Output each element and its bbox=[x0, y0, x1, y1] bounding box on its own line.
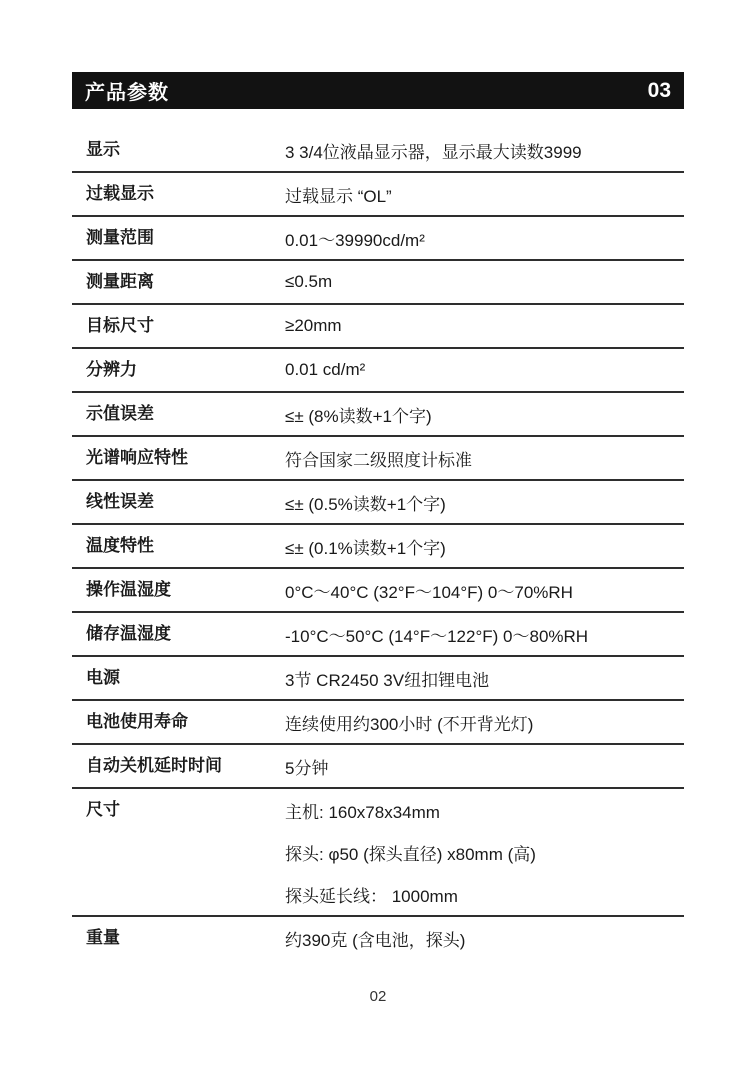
table-row bbox=[72, 525, 684, 569]
section-header-bar bbox=[72, 72, 684, 109]
spec-label: 储存温湿度 bbox=[86, 624, 171, 643]
spec-value-line: 符合国家二级照度计标准 bbox=[285, 450, 472, 470]
spec-label: 温度特性 bbox=[86, 536, 154, 555]
table-row bbox=[72, 173, 684, 217]
spec-value-line: ≤± (0.1%读数+1个字) bbox=[285, 538, 446, 558]
table-row bbox=[72, 613, 684, 657]
table-row bbox=[72, 569, 684, 613]
spec-value-line: ≤± (0.5%读数+1个字) bbox=[285, 494, 446, 514]
spec-value-line: ≤0.5m bbox=[285, 272, 333, 291]
spec-label: 显示 bbox=[86, 140, 120, 159]
spec-value-line: 过载显示 “OL” bbox=[285, 186, 392, 206]
spec-value-line: ≥20mm bbox=[285, 316, 342, 335]
table-row bbox=[72, 305, 684, 349]
spec-table bbox=[72, 129, 684, 959]
table-row bbox=[72, 261, 684, 305]
spec-value-line: 3节 CR2450 3V纽扣锂电池 bbox=[285, 670, 490, 690]
table-row bbox=[72, 349, 684, 393]
spec-value bbox=[285, 393, 684, 435]
spec-value-line: ≤± (8%读数+1个字) bbox=[285, 406, 432, 426]
table-row bbox=[72, 437, 684, 481]
table-row bbox=[72, 129, 684, 173]
spec-value-line: 0°C～40°C (32°F～104°F) 0～70%RH bbox=[285, 582, 573, 602]
section-page-badge: 03 bbox=[647, 78, 671, 102]
page-number: 02 bbox=[369, 988, 387, 1005]
spec-label: 重量 bbox=[86, 928, 120, 947]
spec-label: 尺寸 bbox=[86, 800, 120, 819]
spec-label: 测量范围 bbox=[86, 228, 154, 247]
spec-value bbox=[285, 745, 684, 787]
spec-value bbox=[285, 613, 684, 655]
spec-label: 线性误差 bbox=[86, 492, 154, 511]
spec-value bbox=[285, 657, 684, 699]
spec-label: 示值误差 bbox=[86, 404, 154, 423]
spec-value bbox=[285, 917, 684, 959]
spec-value bbox=[285, 349, 684, 391]
table-row bbox=[72, 917, 684, 959]
spec-value bbox=[285, 437, 684, 479]
spec-label: 电源 bbox=[86, 668, 120, 687]
spec-label: 操作温湿度 bbox=[86, 580, 171, 599]
spec-label: 分辨力 bbox=[86, 360, 137, 379]
table-row bbox=[72, 789, 684, 917]
spec-value-line: 0.01～39990cd/m² bbox=[285, 230, 425, 250]
table-row bbox=[72, 701, 684, 745]
table-row bbox=[72, 217, 684, 261]
spec-label: 自动关机延时时间 bbox=[86, 756, 222, 775]
spec-value bbox=[285, 569, 684, 611]
spec-value-line: 0.01 cd/m² bbox=[285, 360, 366, 379]
spec-value-line: 5分钟 bbox=[285, 758, 329, 778]
spec-value-line: 主机: 160x78x34mm bbox=[285, 802, 440, 822]
spec-value bbox=[285, 789, 684, 915]
spec-value-line: 约390克 (含电池，探头) bbox=[285, 930, 466, 950]
spec-value-line: 3 3/4位液晶显示器，显示最大读数3999 bbox=[285, 142, 582, 162]
spec-label: 目标尺寸 bbox=[86, 316, 154, 335]
spec-value bbox=[285, 701, 684, 743]
spec-value bbox=[285, 129, 684, 171]
spec-value bbox=[285, 305, 684, 347]
spec-value-line: -10°C～50°C (14°F～122°F) 0～80%RH bbox=[285, 626, 589, 646]
spec-value bbox=[285, 525, 684, 567]
spec-label: 电池使用寿命 bbox=[86, 712, 188, 731]
spec-value-line: 连续使用约300小时 (不开背光灯) bbox=[285, 714, 534, 734]
spec-label: 过载显示 bbox=[86, 184, 154, 203]
table-row bbox=[72, 393, 684, 437]
table-row bbox=[72, 657, 684, 701]
table-row bbox=[72, 745, 684, 789]
spec-value bbox=[285, 217, 684, 259]
spec-value bbox=[285, 173, 684, 215]
page-content bbox=[72, 72, 684, 959]
spec-value-line: 探头延长线： 1000mm bbox=[285, 886, 458, 906]
section-title: 产品参数 bbox=[85, 82, 169, 104]
spec-value bbox=[285, 481, 684, 523]
spec-value bbox=[285, 261, 684, 303]
spec-value-line: 探头: φ50 (探头直径) x80mm (高) bbox=[285, 844, 536, 864]
spec-label: 光谱响应特性 bbox=[86, 448, 188, 467]
table-row bbox=[72, 481, 684, 525]
spec-label: 测量距离 bbox=[86, 272, 154, 291]
